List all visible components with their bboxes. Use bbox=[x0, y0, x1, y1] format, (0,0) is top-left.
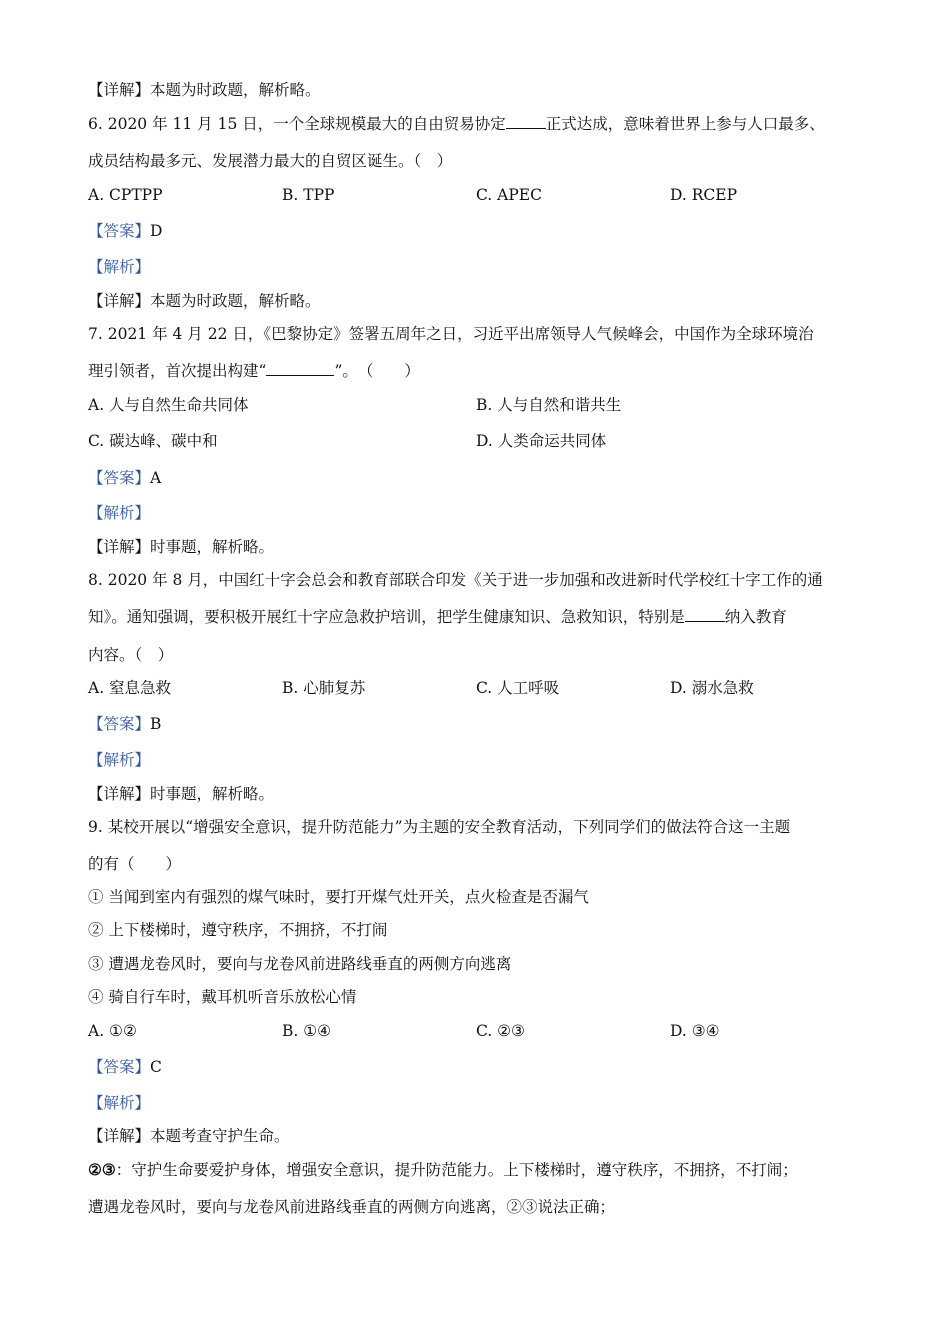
q6-stem-part: 6. 2020 年 11 月 15 日，一个全球规模最大的自由贸易协定 bbox=[88, 115, 506, 133]
detail-tag: 【详解】 bbox=[88, 1127, 151, 1145]
q9-item-3: ③ 遭遇龙卷风时，要向与龙卷风前进路线垂直的两侧方向逃离 bbox=[88, 955, 512, 973]
q7-option-d: D. 人类命运共同体 bbox=[476, 432, 607, 450]
q9-item-4: ④ 骑自行车时，戴耳机听音乐放松心情 bbox=[88, 988, 357, 1006]
q6-stem-line1 bbox=[88, 114, 825, 134]
q9-detail bbox=[88, 1126, 290, 1146]
detail-tag: 【详解】 bbox=[88, 538, 151, 556]
q8-analysis-tag: 【解析】 bbox=[88, 751, 151, 769]
detail-text: 本题为时政题，解析略。 bbox=[150, 81, 321, 99]
q7-detail bbox=[88, 537, 274, 557]
detail-text: 本题为时政题，解析略。 bbox=[150, 292, 321, 310]
detail-text: 时事题，解析略。 bbox=[150, 538, 275, 556]
q7-analysis-tag: 【解析】 bbox=[88, 504, 151, 522]
answer-tag: 【答案】 bbox=[88, 715, 151, 733]
explain-text: ：守护生命要爱护身体，增强安全意识，提升防范能力。上下楼梯时，遵守秩序，不拥挤，不打闹； bbox=[115, 1161, 798, 1179]
detail-tag: 【详解】 bbox=[88, 785, 151, 803]
q8-stem-part: 纳入教育 bbox=[724, 608, 787, 626]
detail-tag: 【详解】 bbox=[88, 292, 151, 310]
answer-blank bbox=[506, 114, 546, 129]
q8-stem-line3: 内容。（ ） bbox=[88, 646, 174, 664]
q9-item-2: ② 上下楼梯时，遵守秩序，不拥挤，不打闹 bbox=[88, 921, 388, 939]
q9-option-b: B. ①④ bbox=[282, 1022, 332, 1040]
q6-option-c: C. APEC bbox=[476, 186, 542, 204]
q9-stem-line1: 9. 某校开展以“增强安全意识，提升防范能力”为主题的安全教育活动，下列同学们的做法符合这一主题 bbox=[88, 818, 791, 836]
q9-option-a: A. ①② bbox=[88, 1022, 137, 1040]
detail-tag: 【详解】 bbox=[88, 81, 151, 99]
q8-stem-line1: 8. 2020 年 8 月，中国红十字会总会和教育部联合印发《关于进一步加强和改进新时代学校红十字工作的通 bbox=[88, 571, 823, 589]
q6-answer bbox=[88, 221, 162, 241]
q5-detail bbox=[88, 80, 321, 100]
answer-tag: 【答案】 bbox=[88, 222, 151, 240]
answer-blank bbox=[266, 361, 334, 376]
q8-option-b: B. 心肺复苏 bbox=[282, 679, 366, 697]
q7-answer bbox=[88, 468, 161, 488]
q6-option-b: B. TPP bbox=[282, 186, 335, 204]
q9-option-d: D. ③④ bbox=[670, 1022, 720, 1040]
q7-stem-line2 bbox=[88, 361, 420, 381]
q9-explain-line2: 遭遇龙卷风时，要向与龙卷风前进路线垂直的两侧方向逃离，②③说法正确； bbox=[88, 1198, 616, 1216]
answer-value: A bbox=[150, 469, 162, 487]
answer-tag: 【答案】 bbox=[88, 469, 151, 487]
answer-value: B bbox=[150, 715, 162, 733]
q6-detail bbox=[88, 291, 321, 311]
q8-answer bbox=[88, 714, 161, 734]
q9-stem-line2: 的有（ ） bbox=[88, 855, 182, 873]
q8-detail bbox=[88, 784, 274, 804]
q9-explain-line1 bbox=[88, 1160, 798, 1180]
q9-analysis-tag: 【解析】 bbox=[88, 1094, 151, 1112]
answer-value: D bbox=[150, 222, 163, 240]
q6-option-a: A. CPTPP bbox=[88, 186, 163, 204]
q8-option-c: C. 人工呼吸 bbox=[476, 679, 560, 697]
answer-blank bbox=[685, 607, 725, 622]
q6-stem-line2: 成员结构最多元、发展潜力最大的自贸区诞生。（ ） bbox=[88, 152, 453, 170]
q9-item-1: ① 当闻到室内有强烈的煤气味时，要打开煤气灶开关，点火检查是否漏气 bbox=[88, 888, 589, 906]
detail-text: 时事题，解析略。 bbox=[150, 785, 275, 803]
q6-analysis-tag: 【解析】 bbox=[88, 258, 151, 276]
explain-marker: ②③ bbox=[88, 1160, 116, 1179]
q8-option-a: A. 窒息急救 bbox=[88, 679, 172, 697]
q8-stem-part: 知》。通知强调，要积极开展红十字应急救护培训，把学生健康知识、急救知识，特别是 bbox=[88, 608, 685, 626]
q7-stem-part: 理引领者，首次提出构建“ bbox=[88, 362, 267, 380]
answer-tag: 【答案】 bbox=[88, 1058, 151, 1076]
q8-stem-line2 bbox=[88, 607, 787, 627]
q8-option-d: D. 溺水急救 bbox=[670, 679, 754, 697]
q7-stem-line1: 7. 2021 年 4 月 22 日，《巴黎协定》签署五周年之日，习近平出席领导人气候峰会，中国作为全球环境治 bbox=[88, 325, 814, 343]
q7-option-a: A. 人与自然生命共同体 bbox=[88, 396, 249, 414]
q7-stem-part: ”。 （ ） bbox=[334, 362, 420, 380]
answer-value: C bbox=[150, 1058, 162, 1076]
q9-answer bbox=[88, 1057, 162, 1077]
q6-stem-part: 正式达成，意味着世界上参与人口最多、 bbox=[545, 115, 825, 133]
q9-option-c: C. ②③ bbox=[476, 1022, 525, 1040]
q6-option-d: D. RCEP bbox=[670, 186, 738, 204]
q7-option-b: B. 人与自然和谐共生 bbox=[476, 396, 622, 414]
detail-text: 本题考查守护生命。 bbox=[150, 1127, 290, 1145]
q7-option-c: C. 碳达峰、碳中和 bbox=[88, 432, 218, 450]
